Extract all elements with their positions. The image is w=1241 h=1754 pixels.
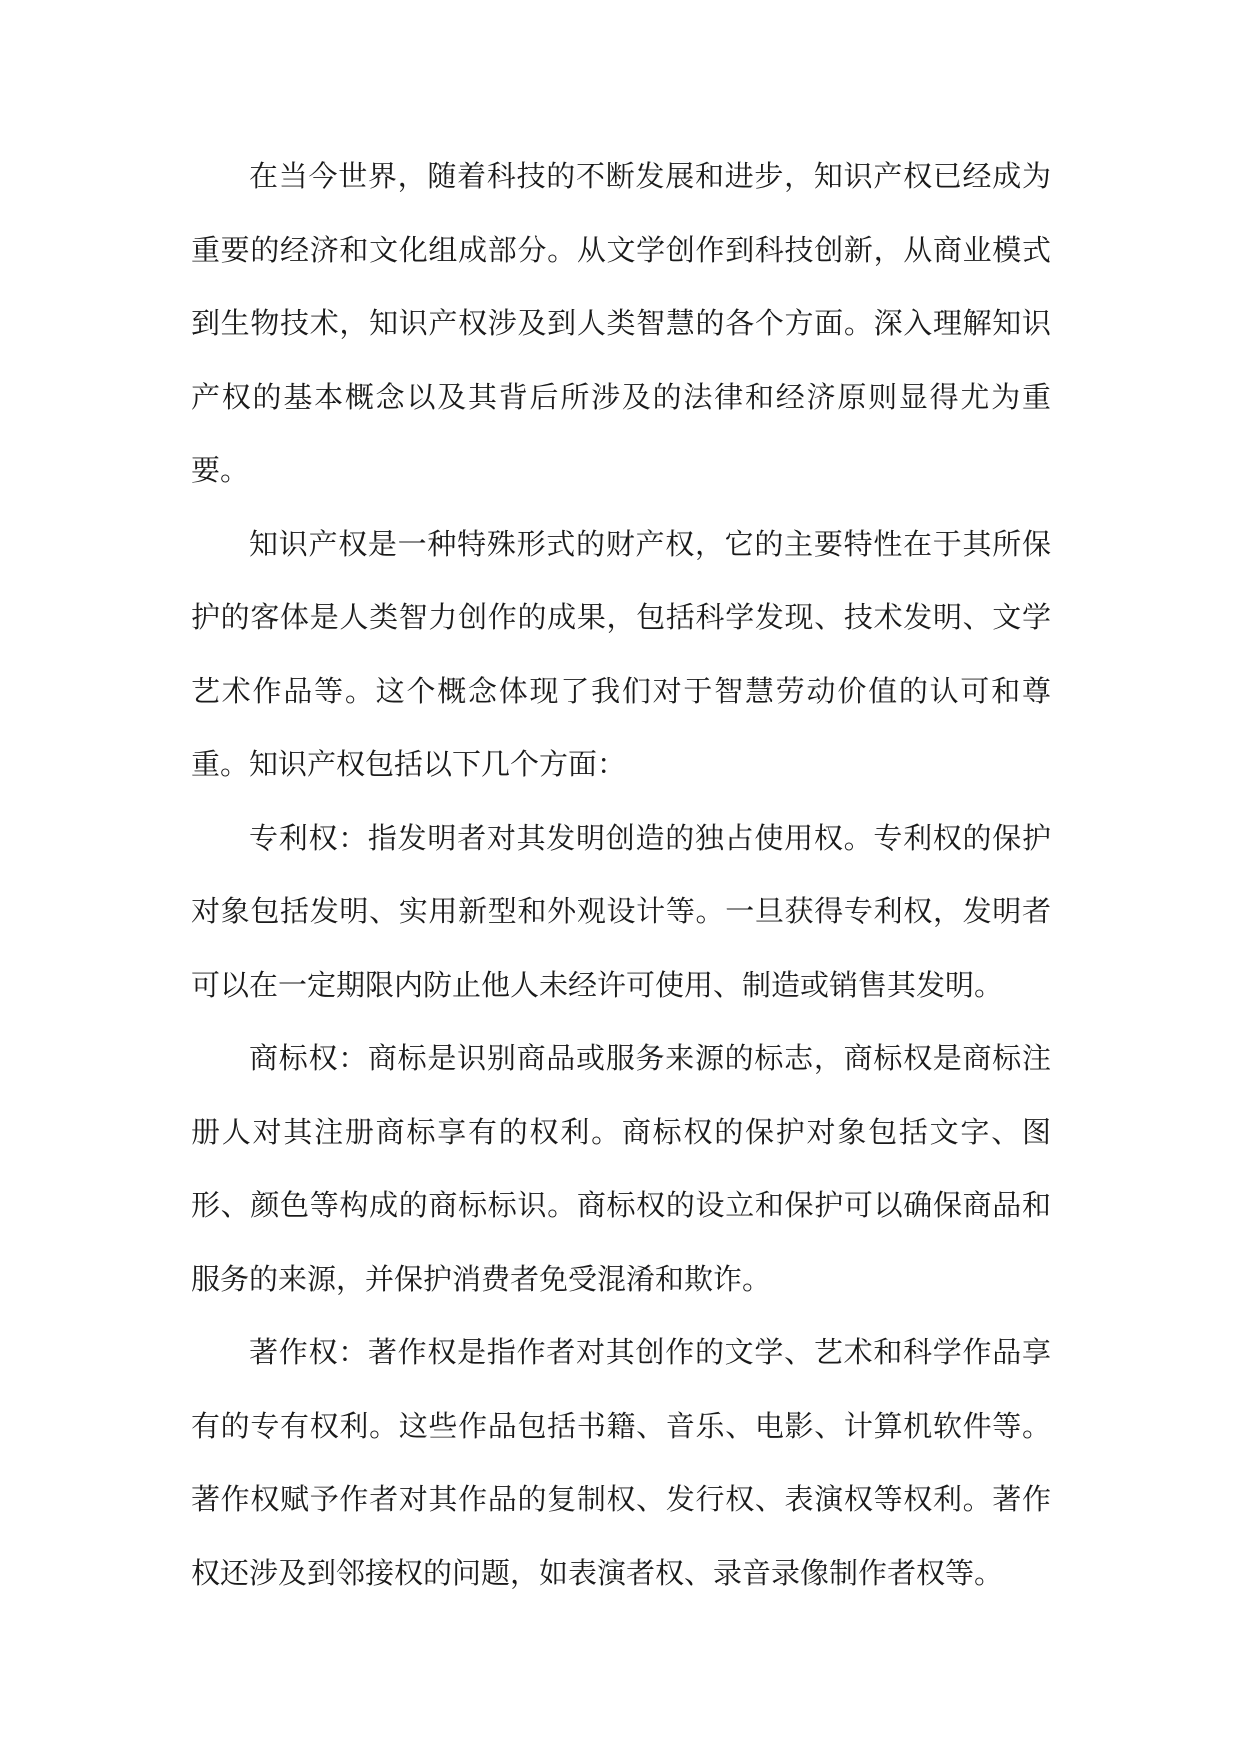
paragraph-trademark: 商标权：商标是识别商品或服务来源的标志，商标权是商标注册人对其注册商标享有的权利。商标权的保护对象包括文字、图形、颜色等构成的商标标识。商标权的设立和保护可以确保商品和服务的来源，并保护消费者免受混淆和欺诈。 xyxy=(191,1041,1051,1296)
paragraph-intro: 在当今世界，随着科技的不断发展和进步，知识产权已经成为重要的经济和文化组成部分。从文学创作到科技创新，从商业模式到生物技术，知识产权涉及到人类智慧的各个方面。深入理解知识产权的基本概念以及其背后所涉及的法律和经济原则显得尤为重要。 xyxy=(191,159,1051,487)
document-body xyxy=(191,140,1051,1610)
paragraph-definition: 知识产权是一种特殊形式的财产权，它的主要特性在于其所保护的客体是人类智力创作的成果，包括科学发现、技术发明、文学艺术作品等。这个概念体现了我们对于智慧劳动价值的认可和尊重。知识产权包括以下几个方面： xyxy=(191,526,1051,781)
paragraph-patent: 专利权：指发明者对其发明创造的独占使用权。专利权的保护对象包括发明、实用新型和外观设计等。一旦获得专利权，发明者可以在一定期限内防止他人未经许可使用、制造或销售其发明。 xyxy=(191,820,1051,1002)
paragraph-copyright: 著作权：著作权是指作者对其创作的文学、艺术和科学作品享有的专有权利。这些作品包括书籍、音乐、电影、计算机软件等。著作权赋予作者对其作品的复制权、发行权、表演权等权利。著作权还涉及到邻接权的问题，如表演者权、录音录像制作者权等。 xyxy=(191,1335,1051,1590)
